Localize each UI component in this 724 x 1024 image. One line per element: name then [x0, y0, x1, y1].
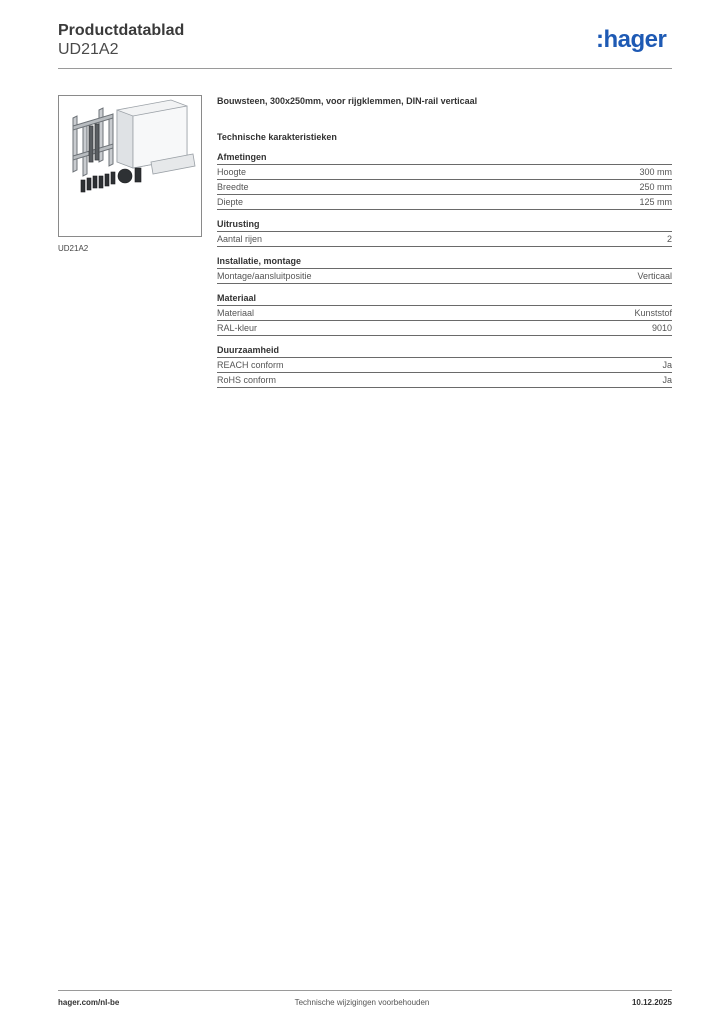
- spec-label: RAL-kleur: [217, 323, 258, 333]
- spec-label: RoHS conform: [217, 375, 277, 385]
- spec-group-title: Duurzaamheid: [217, 344, 672, 358]
- spec-label: Materiaal: [217, 308, 255, 318]
- spec-label: Breedte: [217, 182, 249, 192]
- footer-website: hager.com/nl-be: [58, 998, 120, 1007]
- spec-value: 2: [666, 234, 672, 244]
- spec-row: [217, 269, 672, 284]
- product-image: [58, 95, 202, 237]
- spec-group-title: Afmetingen: [217, 151, 672, 165]
- spec-label: Aantal rijen: [217, 234, 263, 244]
- spec-group-title: Materiaal: [217, 292, 672, 306]
- spec-group-installatie: [217, 255, 672, 284]
- spec-value: 9010: [651, 323, 672, 333]
- logo-wordmark: hager: [603, 26, 667, 53]
- image-caption: UD21A2: [58, 244, 89, 253]
- spec-group-title: Installatie, montage: [217, 255, 672, 269]
- spec-group-duurzaamheid: [217, 344, 672, 388]
- hager-logo: [596, 26, 666, 54]
- spec-group-afmetingen: [217, 151, 672, 210]
- product-description: Bouwsteen, 300x250mm, voor rijgklemmen, DIN-rail verticaal: [217, 96, 478, 106]
- footer-date: 10.12.2025: [631, 998, 672, 1007]
- spec-row: [217, 321, 672, 336]
- spec-row: [217, 306, 672, 321]
- spec-group-materiaal: [217, 292, 672, 336]
- spec-label: Diepte: [217, 197, 244, 207]
- spec-row: [217, 373, 672, 388]
- spec-group-uitrusting: [217, 218, 672, 247]
- spec-value: Verticaal: [637, 271, 672, 281]
- spec-row: [217, 358, 672, 373]
- spec-row: [217, 195, 672, 210]
- spec-value: 125 mm: [639, 197, 672, 207]
- footer-notice: Technische wijzigingen voorbehouden: [294, 998, 430, 1007]
- spec-row: [217, 232, 672, 247]
- spec-value: Kunststof: [634, 308, 672, 318]
- specs-heading: Technische karakteristieken: [217, 132, 337, 142]
- spec-group-title: Uitrusting: [217, 218, 672, 232]
- spec-value: Ja: [662, 360, 672, 370]
- product-illustration: [59, 96, 201, 236]
- spec-row: [217, 180, 672, 195]
- spec-label: Hoogte: [217, 167, 247, 177]
- logo-colon-mark: :: [596, 26, 604, 53]
- spec-label: REACH conform: [217, 360, 284, 370]
- spec-value: Ja: [662, 375, 672, 385]
- spec-value: 250 mm: [639, 182, 672, 192]
- product-code: UD21A2: [58, 41, 119, 58]
- spec-value: 300 mm: [639, 167, 672, 177]
- page-title: Productdatablad: [58, 22, 185, 39]
- header-divider: [58, 68, 672, 69]
- spec-row: [217, 165, 672, 180]
- product-content: [217, 95, 672, 388]
- footer-divider: [58, 990, 672, 991]
- spec-label: Montage/aansluitpositie: [217, 271, 312, 281]
